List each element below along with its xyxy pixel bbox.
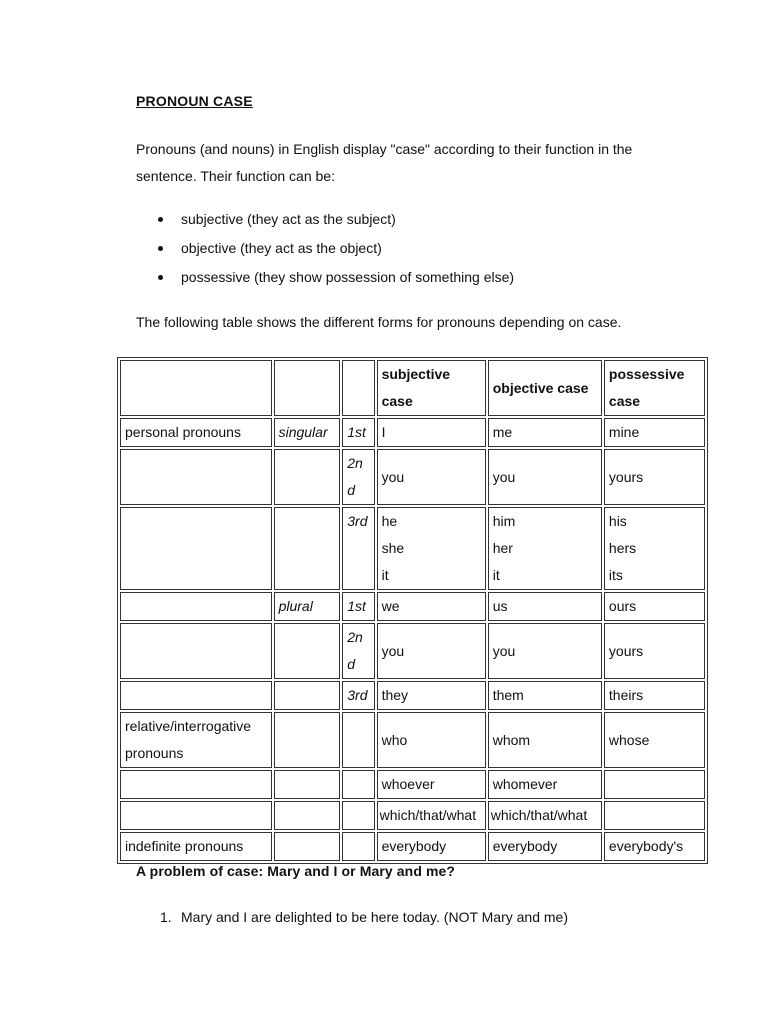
- table-cell: you: [377, 623, 486, 679]
- table-cell: us: [488, 592, 602, 621]
- table-cell: I: [377, 418, 486, 447]
- table-cell: we: [377, 592, 486, 621]
- table-cell: [120, 623, 272, 679]
- table-cell: which/that/what: [488, 801, 602, 830]
- table-cell: [274, 712, 341, 768]
- table-cell: [342, 770, 374, 799]
- numbered-list: [136, 906, 568, 928]
- pronoun-case-table: [117, 357, 708, 864]
- table-row: [120, 449, 705, 505]
- table-cell: [274, 681, 341, 710]
- table-header-row: [120, 360, 705, 416]
- table-cell: singular: [274, 418, 341, 447]
- table-cell: [120, 507, 272, 590]
- table-header-cell: [342, 360, 374, 416]
- list-item: [136, 906, 568, 928]
- table-row: [120, 418, 705, 447]
- table-cell: everybody: [377, 832, 486, 861]
- list-item: possessive (they show possession of something else): [136, 263, 514, 292]
- table-header-cell: [120, 360, 272, 416]
- list-item-text: Mary and I are delighted to be here today. (NOT Mary and me): [181, 909, 569, 925]
- table-cell: ours: [604, 592, 705, 621]
- table-cell: theirs: [604, 681, 705, 710]
- table-cell: they: [377, 681, 486, 710]
- table-cell: plural: [274, 592, 341, 621]
- table-cell: [120, 801, 272, 830]
- table-row: [120, 770, 705, 799]
- table-cell: 2nd: [342, 623, 374, 679]
- table-row: [120, 801, 705, 830]
- table-cell: [120, 681, 272, 710]
- table-cell: 1st: [342, 592, 374, 621]
- table-cell: [120, 449, 272, 505]
- table-intro-paragraph: The following table shows the different forms for pronouns depending on case.: [136, 314, 622, 330]
- table-cell: relative/interrogative pronouns: [120, 712, 272, 768]
- table-cell: his hers its: [604, 507, 705, 590]
- table-cell: 3rd: [342, 507, 374, 590]
- table-cell: you: [377, 449, 486, 505]
- table-cell: which/that/what: [377, 801, 486, 830]
- table-cell: whom: [488, 712, 602, 768]
- table-cell: [120, 592, 272, 621]
- table-cell: yours: [604, 449, 705, 505]
- list-item: objective (they act as the object): [136, 234, 514, 263]
- table-cell: [274, 449, 341, 505]
- table-cell: you: [488, 623, 602, 679]
- table-cell: you: [488, 449, 602, 505]
- table-cell: personal pronouns: [120, 418, 272, 447]
- table-cell: yours: [604, 623, 705, 679]
- table-cell: them: [488, 681, 602, 710]
- table-row: [120, 681, 705, 710]
- table-cell: me: [488, 418, 602, 447]
- table-cell: [342, 712, 374, 768]
- table-cell: [274, 623, 341, 679]
- table-row: [120, 623, 705, 679]
- table-cell: everybody: [488, 832, 602, 861]
- table-cell: who: [377, 712, 486, 768]
- table-cell: [274, 507, 341, 590]
- list-item: subjective (they act as the subject): [136, 205, 514, 234]
- case-function-list: [136, 205, 514, 292]
- table-cell: he she it: [377, 507, 486, 590]
- table-header-cell: objective case: [488, 360, 602, 416]
- table-cell: whoever: [377, 770, 486, 799]
- table-cell: [342, 801, 374, 830]
- table-cell: mine: [604, 418, 705, 447]
- table-row: [120, 507, 705, 590]
- table-cell: [274, 770, 341, 799]
- table-cell: whomever: [488, 770, 602, 799]
- table-header-cell: possessive case: [604, 360, 705, 416]
- table-cell: [120, 770, 272, 799]
- table-row: [120, 592, 705, 621]
- table-cell: everybody's: [604, 832, 705, 861]
- table-cell: indefinite pronouns: [120, 832, 272, 861]
- problem-heading: A problem of case: Mary and I or Mary and me?: [136, 863, 456, 879]
- intro-paragraph: Pronouns (and nouns) in English display "case" according to their function in the sentence. Their function can be:: [136, 141, 633, 184]
- table-cell: [342, 832, 374, 861]
- table-cell: 3rd: [342, 681, 374, 710]
- table-header-cell: subjective case: [377, 360, 486, 416]
- table-cell: [604, 801, 705, 830]
- list-number: 1.: [160, 909, 172, 925]
- table-row: [120, 712, 705, 768]
- table-cell: whose: [604, 712, 705, 768]
- table-cell: him her it: [488, 507, 602, 590]
- table-cell: [274, 801, 341, 830]
- table-header-cell: [274, 360, 341, 416]
- table-cell: 2nd: [342, 449, 374, 505]
- page-title: PRONOUN CASE: [136, 93, 253, 109]
- table-row: [120, 832, 705, 861]
- table-cell: 1st: [342, 418, 374, 447]
- table-cell: [604, 770, 705, 799]
- table-cell: [274, 832, 341, 861]
